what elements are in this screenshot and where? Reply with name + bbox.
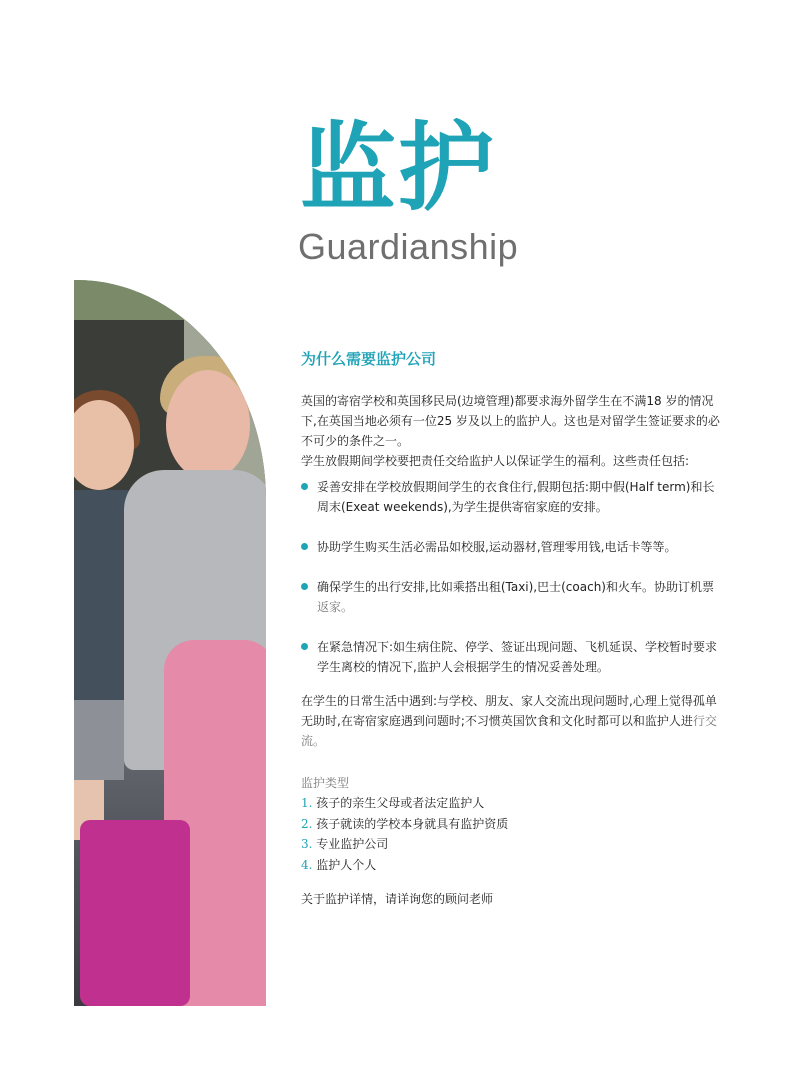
list-item-label: 孩子的亲生父母或者法定监护人 <box>316 796 485 810</box>
list-number: 3. <box>301 837 313 851</box>
list-item-label: 孩子就读的学校本身就具有监护资质 <box>316 816 509 831</box>
list-number: 1. <box>301 796 313 810</box>
list-item <box>301 814 721 835</box>
list-number: 4. <box>301 857 313 872</box>
guardian-types-title: 监护类型 <box>301 776 350 790</box>
responsibility-list <box>301 477 721 677</box>
section-title: 为什么需要监护公司 <box>301 350 437 368</box>
list-item <box>301 793 721 814</box>
list-item-text: 确保学生的出行安排,比如乘搭出租(Taxi),巴士(coach)和火车。协助订机票 <box>317 580 714 594</box>
list-item <box>301 834 721 855</box>
list-item <box>301 477 721 517</box>
list-item <box>301 855 721 876</box>
main-content <box>301 348 721 909</box>
guardian-photo <box>74 280 266 1006</box>
page-title-cn: 监护 <box>300 112 496 224</box>
guardian-types-list <box>301 793 721 875</box>
list-item-text: 妥善安排在学校放假期间学生的衣食住行,假期包括:期中假(Half term)和长周末(Exeat weekends),为学生提供寄宿家庭的安排。 <box>317 480 715 514</box>
list-number: 2. <box>301 816 313 831</box>
bullet-dot-icon <box>301 583 308 590</box>
daily-paragraph <box>301 691 721 751</box>
list-item <box>301 577 721 617</box>
daily-text-tail: 行交流。 <box>301 714 717 748</box>
list-item <box>301 637 721 677</box>
footer-note: 关于监护详情，请详询您的顾问老师 <box>301 892 494 906</box>
intro-paragraph: 英国的寄宿学校和英国移民局(边境管理)都要求海外留学生在不满18 岁的情况下,在英国当地必须有一位25 岁及以上的监护人。这也是对留学生签证要求的必不可少的条件之一。 <box>301 394 720 448</box>
intro-paragraph-2: 学生放假期间学校要把责任交给监护人以保证学生的福利。这些责任包括: <box>301 454 690 468</box>
bullet-dot-icon <box>301 643 308 650</box>
list-item-label: 监护人个人 <box>316 857 377 872</box>
list-item-text: 协助学生购买生活必需品如校服,运动器材,管理零用钱,电话卡等等。 <box>317 540 677 554</box>
list-item-text-tail: 返家。 <box>317 600 354 614</box>
list-item <box>301 537 721 557</box>
list-item-label: 专业监护公司 <box>316 837 389 851</box>
bullet-dot-icon <box>301 483 308 490</box>
list-item-text: 在紧急情况下:如生病住院、停学、签证出现问题、飞机延误、学校暂时要求学生离校的情况下,监护人会根据学生的情况妥善处理。 <box>317 640 718 674</box>
bullet-dot-icon <box>301 543 308 550</box>
page-title-en: Guardianship <box>298 226 519 267</box>
daily-text: 在学生的日常生活中遇到:与学校、朋友、家人交流出现问题时,心理上觉得孤单无助时,在寄宿家庭遇到问题时;不习惯英国饮食和文化时都可以和监护人进 <box>301 694 717 728</box>
